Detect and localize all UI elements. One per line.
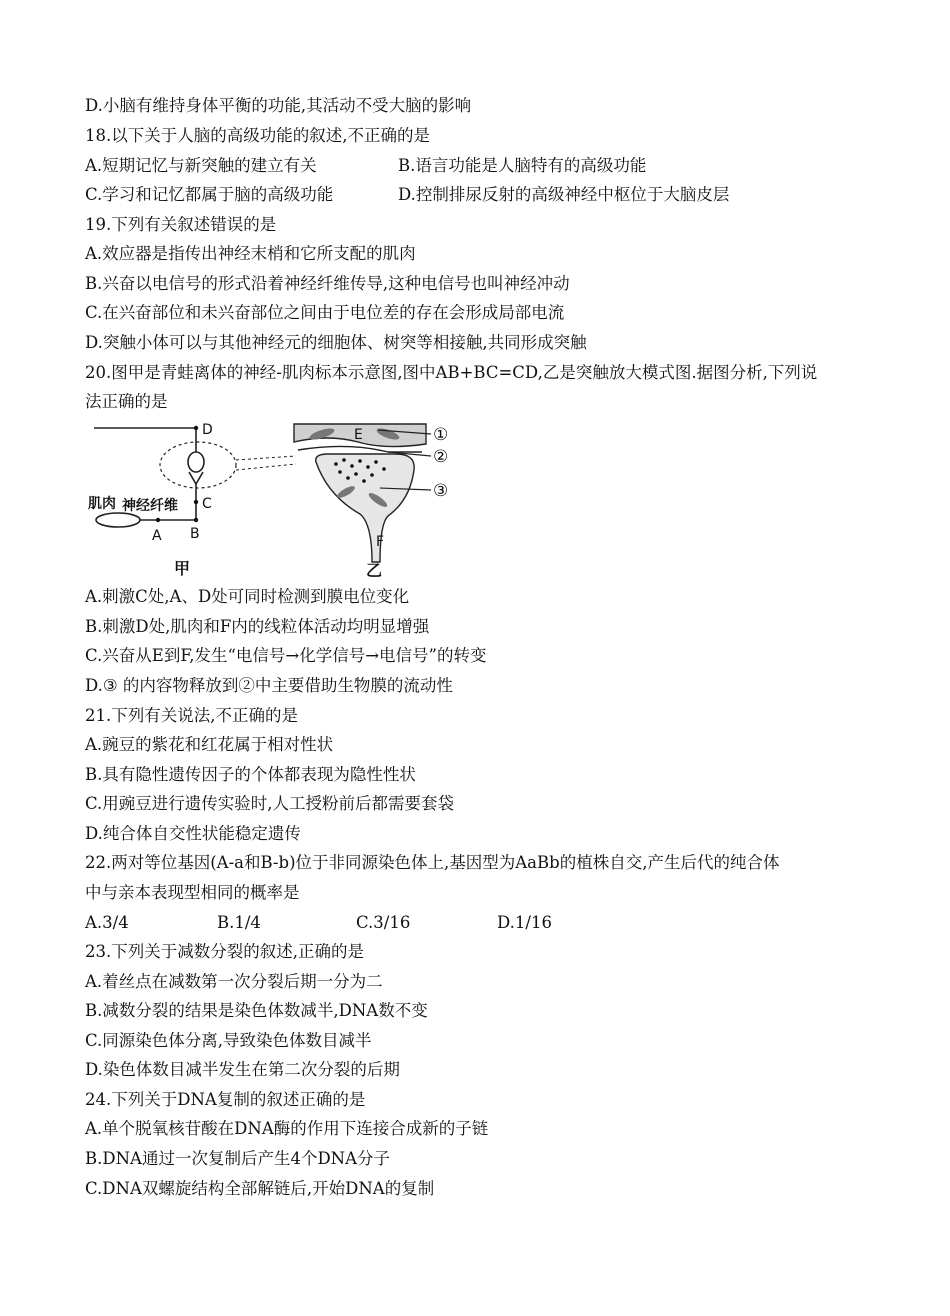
q24-stem: 24.下列关于DNA复制的叙述正确的是 xyxy=(85,1090,366,1109)
q21-stem: 21.下列有关说法,不正确的是 xyxy=(85,706,298,725)
figure-label-f: F xyxy=(376,534,385,550)
q22-stem-line1: 22.两对等位基因(A-a和B-b)位于非同源染色体上,基因型为AaBb的植株自交,产生后代的纯合体 xyxy=(85,853,780,872)
q18-option-c: C.学习和记忆都属于脑的高级功能 xyxy=(85,185,334,204)
q22-option-d: D.1/16 xyxy=(497,913,552,932)
q21-option-d: D.纯合体自交性状能稳定遗传 xyxy=(85,824,301,843)
q22-option-b: B.1/4 xyxy=(217,913,261,932)
figure-label-muscle: 肌肉 xyxy=(88,496,116,512)
figure-label-e: E xyxy=(354,427,363,443)
q24-option-a: A.单个脱氧核苷酸在DNA酶的作用下连接合成新的子链 xyxy=(85,1119,489,1138)
nerve-muscle-synapse-figure xyxy=(88,412,488,582)
q22-option-c: C.3/16 xyxy=(356,913,411,932)
figure-label-d: D xyxy=(202,422,213,438)
q21-option-c: C.用豌豆进行遗传实验时,人工授粉前后都需要套袋 xyxy=(85,794,455,813)
q17-option-d: D.小脑有维持身体平衡的功能,其活动不受大脑的影响 xyxy=(85,96,472,115)
q23-stem: 23.下列关于减数分裂的叙述,正确的是 xyxy=(85,942,364,961)
q21-option-a: A.豌豆的紫花和红花属于相对性状 xyxy=(85,735,334,754)
q22-option-a: A.3/4 xyxy=(85,913,129,932)
q23-option-a: A.着丝点在减数第一次分裂后期一分为二 xyxy=(85,972,383,991)
figure-label-circled-1: ① xyxy=(433,425,449,445)
figure-yi-synapse xyxy=(294,424,426,562)
q24-option-c: C.DNA双螺旋结构全部解链后,开始DNA的复制 xyxy=(85,1179,435,1198)
q19-option-d: D.突触小体可以与其他神经元的细胞体、树突等相接触,共同形成突触 xyxy=(85,333,587,352)
q19-option-b: B.兴奋以电信号的形式沿着神经纤维传导,这种电信号也叫神经冲动 xyxy=(85,274,570,293)
figure-label-fiber: 神经纤维 xyxy=(122,498,178,514)
q19-option-a: A.效应器是指传出神经末梢和它所支配的肌肉 xyxy=(85,244,416,263)
figure-label-yi: 乙 xyxy=(366,561,383,580)
q20-stem-line1: 20.图甲是青蛙离体的神经-肌肉标本示意图,图中AB+BC=CD,乙是突触放大模式图.据图分析,下列说 xyxy=(85,363,818,382)
q19-option-c: C.在兴奋部位和未兴奋部位之间由于电位差的存在会形成局部电流 xyxy=(85,303,565,322)
q21-option-b: B.具有隐性遗传因子的个体都表现为隐性性状 xyxy=(85,765,416,784)
figure-label-a: A xyxy=(152,528,162,544)
q23-option-c: C.同源染色体分离,导致染色体数目减半 xyxy=(85,1031,372,1050)
q23-option-b: B.减数分裂的结果是染色体数减半,DNA数不变 xyxy=(85,1001,428,1020)
figure-label-circled-2: ② xyxy=(433,447,449,467)
figure-label-b: B xyxy=(190,526,200,542)
q20-option-b: B.刺激D处,肌肉和F内的线粒体活动均明显增强 xyxy=(85,617,430,636)
q24-option-b: B.DNA通过一次复制后产生4个DNA分子 xyxy=(85,1149,391,1168)
figure-label-c: C xyxy=(202,496,212,512)
q20-option-a: A.刺激C处,A、D处可同时检测到膜电位变化 xyxy=(85,587,410,606)
q22-stem-line2: 中与亲本表现型相同的概率是 xyxy=(85,883,300,902)
q18-option-d: D.控制排尿反射的高级神经中枢位于大脑皮层 xyxy=(398,185,730,204)
q19-stem: 19.下列有关叙述错误的是 xyxy=(85,215,277,234)
q18-option-a: A.短期记忆与新突触的建立有关 xyxy=(85,156,317,175)
figure-label-jia: 甲 xyxy=(174,559,191,578)
q18-stem: 18.以下关于人脑的高级功能的叙述,不正确的是 xyxy=(85,126,430,145)
q18-option-b: B.语言功能是人脑特有的高级功能 xyxy=(398,156,647,175)
q20-option-d: D.③ 的内容物释放到②中主要借助生物膜的流动性 xyxy=(85,676,453,695)
q20-option-c: C.兴奋从E到F,发生“电信号→化学信号→电信号”的转变 xyxy=(85,646,487,665)
q20-stem-line2: 法正确的是 xyxy=(85,392,168,411)
figure-label-circled-3: ③ xyxy=(433,481,449,501)
q23-option-d: D.染色体数目减半发生在第二次分裂的后期 xyxy=(85,1060,400,1079)
